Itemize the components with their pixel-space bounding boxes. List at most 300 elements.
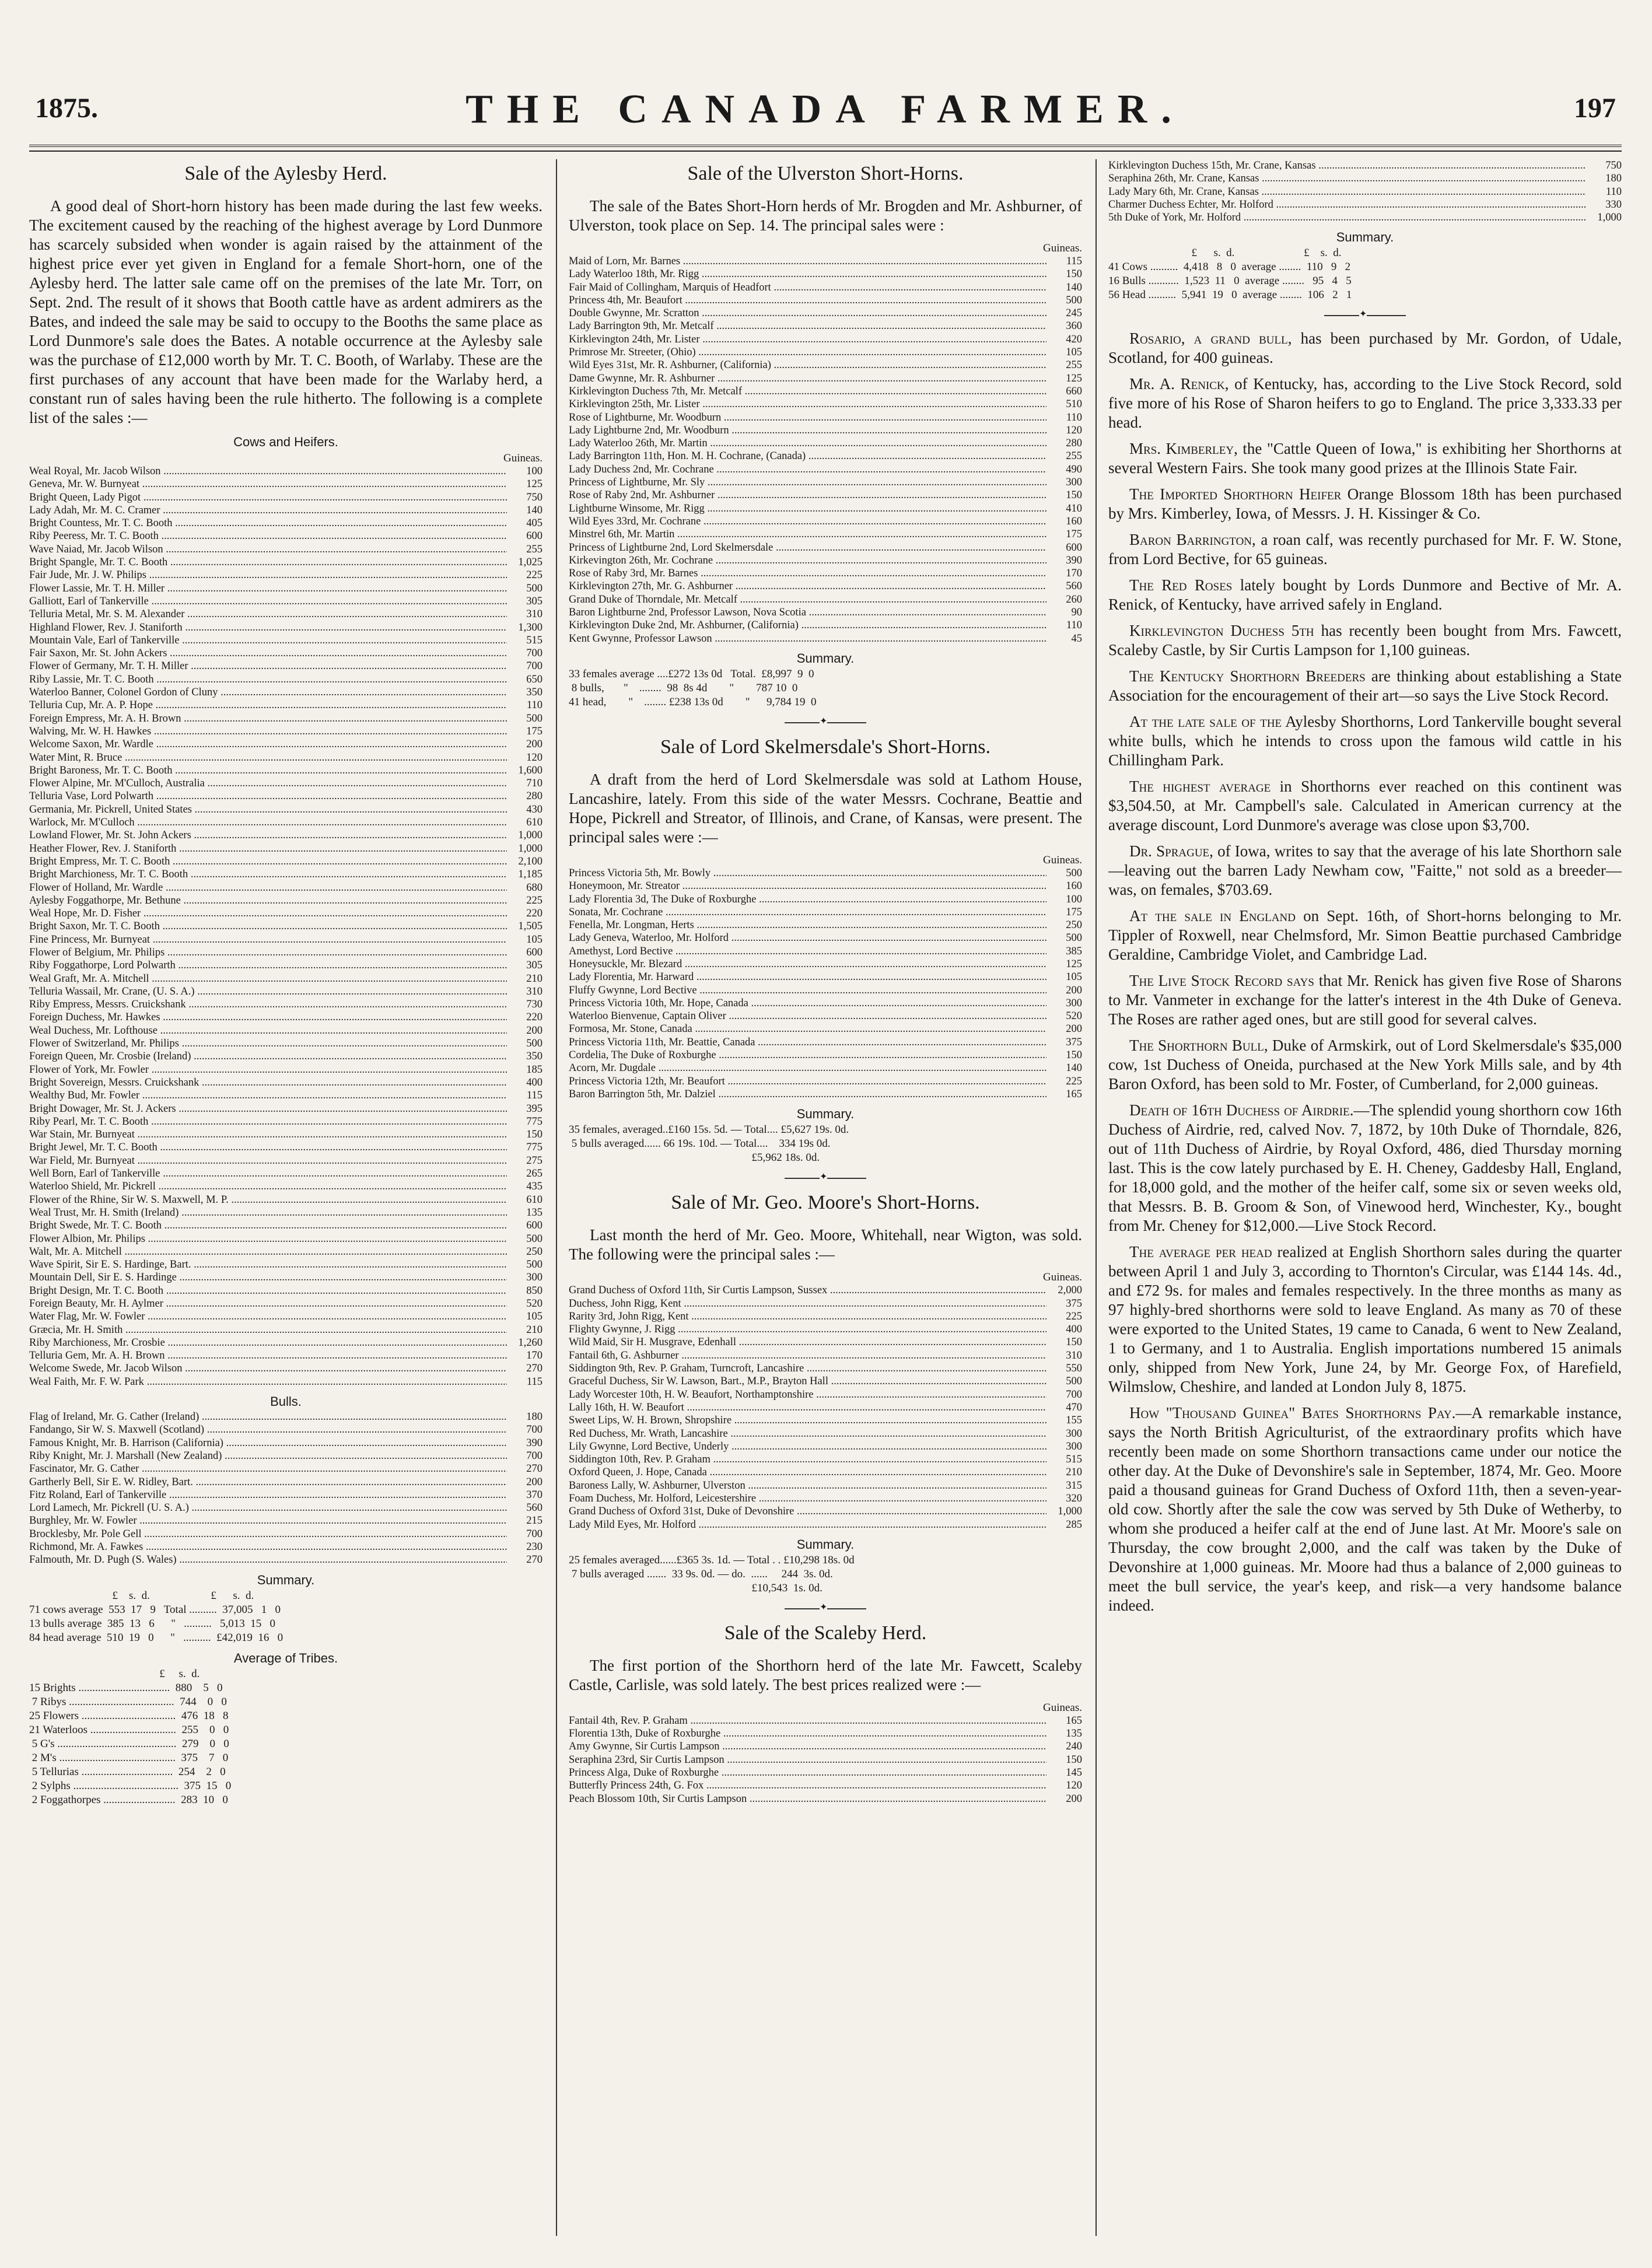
- list-item-value: 215: [526, 1515, 542, 1527]
- list-item-value: 265: [526, 1168, 542, 1180]
- list-item-name: Baron Barrington 5th, Mr. Dalziel .....: [569, 1088, 1046, 1101]
- column-2: [569, 159, 1082, 2236]
- list-item: [29, 1037, 542, 1050]
- list-item-value: 510: [1066, 398, 1082, 411]
- list-item: [29, 556, 542, 569]
- news-note: [1108, 1404, 1622, 1615]
- list-item: [569, 307, 1082, 320]
- list-item: [29, 1206, 542, 1219]
- list-item: [29, 764, 542, 777]
- summary-line: 16 Bulls ........... 1,523 11 0 average ........ 95 4 5: [1108, 275, 1352, 288]
- list-item-name: Florentia 13th, Duke of Roxburghe .....: [569, 1727, 1046, 1740]
- article-heading-skelmersdale: Sale of Lord Skelmersdale's Short-Horns.: [660, 736, 991, 758]
- sales-list: [569, 1714, 1082, 1805]
- summary-line: 5 Tellurias ................................. 254 2 0: [29, 1765, 226, 1778]
- list-item-value: 470: [1066, 1401, 1082, 1413]
- list-item: [29, 647, 542, 660]
- list-item: [29, 1050, 542, 1063]
- list-item-name: Fenella, Mr. Longman, Herts .....: [569, 919, 1046, 932]
- news-note: [1108, 971, 1622, 1029]
- list-item: [569, 294, 1082, 307]
- list-item-value: 710: [526, 778, 542, 790]
- list-item-value: 300: [1066, 477, 1082, 489]
- list-item-value: 225: [526, 894, 542, 907]
- list-item-name: Lady Duchess 2nd, Mr. Cochrane .....: [569, 463, 1046, 476]
- list-item-name: Bright Marchioness, Mr. T. C. Booth .....: [29, 868, 507, 881]
- list-item: [569, 580, 1082, 593]
- list-item-name: Water Mint, R. Bruce .....: [29, 751, 507, 764]
- list-item: [29, 569, 542, 582]
- list-item-value: 200: [526, 1476, 542, 1488]
- list-item: [29, 1514, 542, 1527]
- list-item-value: 430: [526, 803, 542, 816]
- list-item-value: 600: [526, 1220, 542, 1232]
- list-item-name: Famous Knight, Mr. B. Harrison (California) .....: [29, 1437, 507, 1450]
- sales-list: [569, 255, 1082, 645]
- list-item: [569, 255, 1082, 268]
- list-item: [569, 1088, 1082, 1101]
- list-item-name: Mountain Dell, Sir E. S. Hardinge .....: [29, 1271, 507, 1284]
- list-item-name: Bright Empress, Mr. T. C. Booth .....: [29, 855, 507, 868]
- list-item-value: 610: [526, 1194, 542, 1206]
- list-item-name: Weal Hope, Mr. D. Fisher .....: [29, 907, 507, 920]
- summary-line: 7 bulls averaged ....... 33 9s. 0d. — do. ...... 244 3s. 0d.: [569, 1567, 833, 1580]
- list-item: [29, 478, 542, 491]
- column-1: [29, 159, 542, 2236]
- list-item-name: Flower of Belgium, Mr. Philips .....: [29, 946, 507, 959]
- list-item: [569, 958, 1082, 971]
- list-item-name: Bright Spangle, Mr. T. C. Booth .....: [29, 556, 507, 569]
- list-item: [569, 424, 1082, 437]
- list-item-value: 105: [1066, 346, 1082, 359]
- list-item-value: 120: [1066, 424, 1082, 436]
- note-lead: The highest average: [1129, 778, 1271, 796]
- list-item-name: Weal Duchess, Mr. Lofthouse .....: [29, 1024, 507, 1037]
- list-item-name: Waterloo Shield, Mr. Pickrell .....: [29, 1180, 507, 1193]
- list-item-value: 330: [1605, 198, 1622, 211]
- note-lead: How "Thousand Guinea" Bates Shorthorns Pay.: [1129, 1404, 1456, 1422]
- section-divider: [785, 1608, 866, 1609]
- list-item-name: Bright Countess, Mr. T. C. Booth .....: [29, 517, 507, 530]
- news-note: [1108, 329, 1622, 368]
- list-item: [29, 1258, 542, 1271]
- list-item-name: Flag of Ireland, Mr. G. Cather (Ireland) .....: [29, 1410, 507, 1423]
- list-item-value: 140: [1066, 1062, 1082, 1074]
- note-lead: Death of 16th Duchess of Airdrie.: [1129, 1101, 1354, 1119]
- list-item-name: Fitz Roland, Earl of Tankerville .....: [29, 1489, 507, 1502]
- note-text: on Sept. 16th, of Short-horns belonging to Mr. Tippler of Roxwell, near Chelmsford, Mr. Simon Beattie purchased Cambridge Geraldine, Cambridge Violet, and Cambridge Lad.: [1108, 907, 1622, 964]
- list-item-value: 125: [526, 478, 542, 491]
- summary-heading: Summary.: [257, 1572, 315, 1587]
- list-item-name: Lady Waterloo 26th, Mr. Martin .....: [569, 437, 1046, 450]
- list-item: [29, 491, 542, 504]
- list-item-value: 1,000: [518, 842, 542, 855]
- list-item: [569, 398, 1082, 411]
- list-item: [569, 1727, 1082, 1740]
- list-item: [569, 1310, 1082, 1323]
- list-item: [1108, 172, 1622, 185]
- list-item-value: 500: [526, 582, 542, 594]
- list-item-value: 600: [526, 530, 542, 542]
- list-item-name: Princess Victoria 12th, Mr. Beaufort .....: [569, 1075, 1046, 1088]
- list-item-value: 730: [526, 999, 542, 1011]
- list-item: [29, 1089, 542, 1102]
- list-item: [29, 660, 542, 673]
- list-item-value: 150: [526, 1129, 542, 1141]
- list-item-value: 310: [1066, 1349, 1082, 1362]
- list-item-name: Foreign Duchess, Mr. Hawkes .....: [29, 1011, 507, 1024]
- list-item: [29, 1115, 542, 1128]
- list-item-name: Lightburne Winsome, Mr. Rigg .....: [569, 502, 1046, 515]
- list-item-value: 775: [526, 1115, 542, 1128]
- list-item-name: Grand Duchess of Oxford 11th, Sir Curtis Lampson, Sussex .....: [569, 1284, 1046, 1297]
- list-item-name: Wild Eyes 31st, Mr. R. Ashburner, (California) .....: [569, 359, 1046, 372]
- list-item: [29, 803, 542, 816]
- list-item-value: 750: [1605, 160, 1622, 172]
- sales-list: [569, 1284, 1082, 1531]
- list-item-value: 1,505: [518, 921, 542, 933]
- list-item-value: 150: [1066, 1049, 1082, 1062]
- list-item: [569, 1518, 1082, 1531]
- list-item-value: 175: [526, 725, 542, 737]
- list-item: [29, 738, 542, 751]
- list-item: [29, 751, 542, 764]
- news-note: [1108, 1036, 1622, 1094]
- list-item-name: Riby Knight, Mr. J. Marshall (New Zealand) .....: [29, 1450, 507, 1462]
- news-note: [1108, 907, 1622, 964]
- list-item: [29, 517, 542, 530]
- list-item-name: Wild Maid, Sir H. Musgrave, Edenhall .....: [569, 1336, 1046, 1349]
- list-item-name: Water Flag, Mr. W. Fowler .....: [29, 1310, 507, 1323]
- list-item-value: 350: [526, 687, 542, 699]
- list-item-value: 255: [1066, 450, 1082, 463]
- list-item-value: 300: [1066, 1427, 1082, 1440]
- list-item-name: Flower of Switzerland, Mr. Philips .....: [29, 1037, 507, 1050]
- list-item: [569, 932, 1082, 944]
- list-item-value: 210: [526, 972, 542, 985]
- list-item: [29, 1423, 542, 1436]
- list-item-name: Waterloo Bienvenue, Captain Oliver .....: [569, 1010, 1046, 1023]
- list-item-name: Warlock, Mr. M'Culloch .....: [29, 816, 507, 829]
- list-item-name: Graceful Duchess, Sir W. Lawson, Bart., M.P., Brayton Hall .....: [569, 1375, 1046, 1388]
- list-item-value: 260: [1066, 593, 1082, 606]
- list-item-name: Lady Geneva, Waterloo, Mr. Holford .....: [569, 932, 1046, 944]
- list-item: [29, 920, 542, 933]
- unit-label: Guineas.: [503, 452, 542, 464]
- list-item-value: 180: [526, 1411, 542, 1423]
- list-item-name: Rose of Raby 2nd, Mr. Ashburner .....: [569, 489, 1046, 502]
- list-item-value: 500: [1066, 932, 1082, 944]
- list-item-value: 400: [526, 1076, 542, 1088]
- list-item-value: 500: [1066, 867, 1082, 879]
- list-item-value: 500: [526, 1259, 542, 1271]
- list-item-value: 200: [1066, 1023, 1082, 1035]
- note-lead: The Imported Shorthorn Heifer: [1129, 485, 1342, 503]
- list-item-name: Weal Trust, Mr. H. Smith (Ireland) .....: [29, 1206, 507, 1219]
- summary-line: 8 bulls, " ........ 98 8s 4d " 787 10 0: [569, 681, 798, 694]
- list-item: [569, 385, 1082, 398]
- list-item: [29, 933, 542, 946]
- list-item-value: 145: [1066, 1767, 1082, 1779]
- list-item-value: 280: [1066, 438, 1082, 450]
- list-item: [569, 606, 1082, 619]
- list-item-name: Primrose Mr. Streeter, (Ohio) .....: [569, 346, 1046, 359]
- list-item-name: Kirklevington 27th, Mr. G. Ashburner .....: [569, 580, 1046, 593]
- note-lead: Kirklevington Duchess 5th: [1129, 622, 1314, 640]
- list-item-value: 120: [1066, 1780, 1082, 1792]
- note-text: —A remarkable instance, says the North British Agriculturist, of the extraordinary profits which have recently been made on some Shorthorn transactions came under our notice the other day. At the Duke of Devonshire's sale in September, 1874, Mr. Geo. Moore paid a thousand guineas for Grand Duchess of Oxford 11th, then a seven-year-old cow. Shortly after the sale the cow was served by 5th Duke of Wetherby, to whom she produced a heifer calf at the end of June last. At Mr. Moore's sale on Thursday, the cow brought 2,000, and the calf was taken by the Duke of Devonshire at 1,000 guineas. Mr. Moore had thus a balance of 2,000 guineas to meet the bull service, the year's keep, and risk—a very handsome balance indeed.: [1108, 1404, 1622, 1615]
- list-item-value: 175: [1066, 906, 1082, 918]
- list-item-value: 105: [1066, 971, 1082, 984]
- list-item-value: 210: [526, 1324, 542, 1336]
- list-item: [1108, 186, 1622, 198]
- list-item: [569, 1793, 1082, 1805]
- list-item: [569, 1714, 1082, 1727]
- list-item-name: Lady Worcester 10th, H. W. Beaufort, Northamptonshire .....: [569, 1388, 1046, 1401]
- list-item-name: Foreign Beauty, Mr. H. Aylmer .....: [29, 1297, 507, 1310]
- article-heading-aylesby: Sale of the Aylesby Herd.: [184, 163, 387, 184]
- list-item: [29, 907, 542, 920]
- list-item-name: Mountain Vale, Earl of Tankerville .....: [29, 634, 507, 647]
- list-item: [29, 881, 542, 894]
- list-item: [569, 1427, 1082, 1440]
- list-item-name: Flower of Holland, Mr. Wardle .....: [29, 881, 507, 894]
- list-item-name: Riby Foggathorpe, Lord Polwarth .....: [29, 959, 507, 972]
- list-item: [1108, 159, 1622, 172]
- list-item: [569, 1049, 1082, 1062]
- list-item: [569, 372, 1082, 385]
- list-item-name: Oxford Queen, J. Hope, Canada .....: [569, 1466, 1046, 1479]
- article-body: The sale of the Bates Short-Horn herds of Mr. Brogden and Mr. Ashburner, of Ulverston, took place on Sep. 14. The principal sales were :: [569, 197, 1082, 234]
- unit-label: Guineas.: [1042, 1271, 1082, 1284]
- list-item: [569, 1349, 1082, 1362]
- list-item: [29, 725, 542, 738]
- summary-line: £ s. d.: [29, 1667, 200, 1680]
- list-item-value: 160: [1066, 515, 1082, 527]
- list-item-name: Flighty Gwynne, J. Rigg .....: [569, 1323, 1046, 1336]
- list-item-name: Baroness Lally, W. Ashburner, Ulverston .....: [569, 1479, 1046, 1492]
- list-item-name: Maid of Lorn, Mr. Barnes .....: [569, 255, 1046, 268]
- summary-line: 71 cows average 553 17 9 Total .......... 37,005 1 0: [29, 1603, 281, 1616]
- news-note: [1108, 621, 1622, 660]
- list-item-value: 135: [1066, 1728, 1082, 1740]
- list-item-value: 600: [526, 946, 542, 958]
- column-3: [1108, 159, 1622, 2236]
- article-body: A draft from the herd of Lord Skelmersdale was sold at Lathom House, Lancashire, lately. From this side of the water Messrs. Cochrane, Beattie and Hope, Pickrell and Streator, of Illinois, and Crane, of Kansas, were present. The principal sales were :—: [569, 770, 1082, 846]
- list-item-name: Lady Adah, Mr. M. C. Cramer .....: [29, 504, 507, 517]
- list-item: [569, 1036, 1082, 1049]
- note-text: has been purchased by Mr. Gordon, of Udale, Scotland, for 400 guineas.: [1108, 330, 1622, 367]
- summary-heading: Summary.: [796, 650, 855, 666]
- list-item: [569, 997, 1082, 1010]
- sales-list: [569, 867, 1082, 1101]
- list-item: [29, 868, 542, 881]
- note-lead: Mrs. Kimberley,: [1129, 440, 1238, 458]
- list-item-value: 300: [1066, 1440, 1082, 1452]
- list-item-name: Rarity 3rd, John Rigg, Kent .....: [569, 1310, 1046, 1323]
- note-text: are thinking about establishing a State Association for the encouragement of their art—so says the Live Stock Record.: [1108, 667, 1622, 705]
- list-item-name: Kirklevington Duchess 15th, Mr. Crane, Kansas .....: [1108, 159, 1586, 172]
- list-item-name: Gartherly Bell, Sir E. W. Ridley, Bart. .....: [29, 1476, 507, 1489]
- list-item: [569, 320, 1082, 332]
- summary-line: 21 Waterloos ............................... 255 0 0: [29, 1723, 229, 1736]
- list-item-name: Siddington 9th, Rev. P. Graham, Turncroft, Lancashire .....: [569, 1362, 1046, 1375]
- note-lead: The Live Stock Record says: [1129, 972, 1314, 990]
- list-item: [569, 541, 1082, 554]
- list-item: [29, 1502, 542, 1514]
- list-item-name: Double Gwynne, Mr. Scratton .....: [569, 307, 1046, 320]
- section-heading: Bulls.: [270, 1394, 302, 1409]
- list-item-value: 1,025: [518, 556, 542, 569]
- list-item: [569, 867, 1082, 880]
- list-item-name: Lady Waterloo 18th, Mr. Rigg .....: [569, 268, 1046, 281]
- summary-table: [569, 1123, 1082, 1165]
- list-item: [29, 582, 542, 595]
- list-item: [29, 790, 542, 803]
- list-item-value: 515: [526, 634, 542, 646]
- list-item-value: 385: [1066, 945, 1082, 957]
- list-item-value: 245: [1066, 307, 1082, 320]
- article-body: The first portion of the Shorthorn herd of the late Mr. Fawcett, Scaleby Castle, Carlisle, was sold lately. The best prices realized were :—: [569, 1656, 1082, 1693]
- list-item: [29, 1297, 542, 1310]
- list-item-value: 225: [1066, 1075, 1082, 1087]
- list-item-value: 225: [526, 569, 542, 582]
- list-item: [569, 1362, 1082, 1375]
- list-item-value: 180: [1605, 173, 1622, 185]
- sales-list: [29, 1410, 542, 1567]
- note-text: in Shorthorns ever reached on this continent was $3,504.50, at Mr. Campbell's sale. Calculated in American currency at the average discount, Lord Dunmore's average was close upon $3,700.: [1108, 778, 1622, 834]
- list-item: [29, 1410, 542, 1423]
- list-item-value: 400: [1066, 1324, 1082, 1336]
- list-item: [569, 1414, 1082, 1427]
- list-item-name: Bright Saxon, Mr. T. C. Booth .....: [29, 920, 507, 933]
- note-lead: The average per head: [1129, 1243, 1272, 1261]
- summary-line: 2 M's .......................................... 375 7 0: [29, 1751, 229, 1764]
- list-item-value: 500: [526, 1038, 542, 1050]
- summary-heading: Summary.: [796, 1107, 855, 1122]
- list-item: [569, 1323, 1082, 1336]
- list-item-value: 315: [1066, 1479, 1082, 1492]
- list-item-value: 490: [1066, 463, 1082, 475]
- list-item: [569, 1453, 1082, 1466]
- note-text: that Mr. Renick has given five Rose of Sharons to Mr. Vanmeter in exchange for the latter's interest in the 4th Duke of Geneva. The Roses are rather aged ones, but are still good for several calves.: [1108, 972, 1622, 1028]
- list-item-value: 285: [1066, 1518, 1082, 1531]
- list-item-name: Bright Swede, Mr. T. C. Booth .....: [29, 1219, 507, 1232]
- issue-year: 1875.: [35, 93, 98, 124]
- list-item-name: Galliott, Earl of Tankerville .....: [29, 595, 507, 608]
- list-item-name: Wild Eyes 33rd, Mr. Cochrane .....: [569, 515, 1046, 528]
- list-item-value: 275: [526, 1154, 542, 1167]
- column-rule: [556, 159, 557, 2236]
- list-item-name: Honeymoon, Mr. Streator .....: [569, 880, 1046, 892]
- news-note: [1108, 1242, 1622, 1396]
- note-lead: The Shorthorn Bull,: [1129, 1037, 1268, 1055]
- list-item-name: Rose of Lightburne, Mr. Woodburn .....: [569, 411, 1046, 424]
- newspaper-title: THE CANADA FARMER.: [466, 87, 1185, 132]
- list-item-name: Cordelia, The Duke of Roxburghe .....: [569, 1049, 1046, 1062]
- list-item-value: 200: [526, 1024, 542, 1037]
- list-item: [29, 777, 542, 790]
- news-note: [1108, 842, 1622, 900]
- list-item-name: Duchess, John Rigg, Kent .....: [569, 1297, 1046, 1310]
- list-item: [29, 1437, 542, 1450]
- list-item: [29, 1233, 542, 1245]
- list-item-value: 700: [526, 1424, 542, 1436]
- list-item: [29, 1245, 542, 1258]
- list-item-value: 105: [526, 1311, 542, 1323]
- summary-line: 2 Sylphs ...................................... 375 15 0: [29, 1779, 232, 1792]
- article-heading-scaleby: Sale of the Scaleby Herd.: [724, 1622, 927, 1644]
- list-item-name: Riby Peeress, Mr. T. C. Booth .....: [29, 530, 507, 542]
- list-item-value: 160: [1066, 880, 1082, 892]
- list-item: [29, 1011, 542, 1024]
- list-item-name: Heather Flower, Rev. J. Staniforth .....: [29, 842, 507, 855]
- list-item-name: Baron Lightburne 2nd, Professor Lawson, Nova Scotia .....: [569, 606, 1046, 619]
- list-item-name: Flower Lassie, Mr. T. H. Miller .....: [29, 582, 507, 595]
- list-item-name: Siddington 10th, Rev. P. Graham .....: [569, 1453, 1046, 1466]
- list-item: [29, 543, 542, 556]
- masthead: [29, 86, 1622, 139]
- list-item-name: Fandango, Sir W. S. Maxwell (Scotland) .....: [29, 1423, 507, 1436]
- summary-line: 13 bulls average 385 13 6 " .......... 5,013 15 0: [29, 1617, 276, 1630]
- list-item: [569, 1505, 1082, 1518]
- list-item-name: Foreign Empress, Mr. A. H. Brown .....: [29, 712, 507, 725]
- list-item-value: 170: [526, 1350, 542, 1362]
- list-item-name: Peach Blossom 10th, Sir Curtis Lampson .....: [569, 1793, 1046, 1805]
- list-item: [569, 1023, 1082, 1035]
- list-item-value: 100: [526, 466, 542, 477]
- list-item: [29, 1063, 542, 1076]
- unit-label: Guineas.: [1042, 1701, 1082, 1714]
- unit-label: Guineas.: [1042, 242, 1082, 254]
- list-item-name: Waterloo Banner, Colonel Gordon of Cluny .....: [29, 686, 507, 699]
- list-item-name: Telluria Cup, Mr. A. P. Hope .....: [29, 699, 507, 712]
- list-item-name: Flower of York, Mr. Fowler .....: [29, 1063, 507, 1076]
- list-item-value: 200: [1066, 1793, 1082, 1805]
- list-item-name: Lady Florentia 3d, The Duke of Roxburghe .....: [569, 893, 1046, 906]
- list-item: [569, 1075, 1082, 1088]
- list-item-name: Fair Jude, Mr. J. W. Philips .....: [29, 569, 507, 582]
- list-item-value: 110: [1066, 411, 1082, 424]
- list-item-name: Amethyst, Lord Bective .....: [569, 945, 1046, 958]
- list-item-value: 700: [526, 660, 542, 673]
- list-item: [569, 880, 1082, 892]
- list-item-name: Fluffy Gwynne, Lord Bective .....: [569, 984, 1046, 997]
- list-item-value: 700: [526, 1528, 542, 1540]
- list-item-value: 185: [526, 1063, 542, 1076]
- article-heading-moore: Sale of Mr. Geo. Moore's Short-Horns.: [671, 1192, 980, 1214]
- list-item: [29, 1450, 542, 1462]
- list-item: [569, 919, 1082, 932]
- list-item-value: 170: [1066, 568, 1082, 580]
- list-item-value: 240: [1066, 1741, 1082, 1753]
- list-item-name: Grand Duke of Thorndale, Mr. Metcalf .....: [569, 593, 1046, 606]
- list-item-value: 600: [1066, 541, 1082, 554]
- summary-line: 33 females average ....£272 13s 0d Total. £8,997 9 0: [569, 667, 814, 680]
- list-item-name: Rose of Raby 3rd, Mr. Barnes .....: [569, 567, 1046, 580]
- list-item-value: 125: [1066, 958, 1082, 970]
- list-item: [29, 1528, 542, 1541]
- list-item: [569, 1375, 1082, 1388]
- list-item: [29, 1489, 542, 1502]
- list-item: [569, 1297, 1082, 1310]
- list-item: [569, 1754, 1082, 1766]
- summary-heading: Summary.: [796, 1536, 855, 1552]
- list-item-name: Foam Duchess, Mr. Holford, Leicestershire .....: [569, 1492, 1046, 1505]
- list-item-value: 300: [1066, 997, 1082, 1009]
- list-item-value: 680: [526, 881, 542, 894]
- list-item-name: Lady Lightburne 2nd, Mr. Woodburn .....: [569, 424, 1046, 437]
